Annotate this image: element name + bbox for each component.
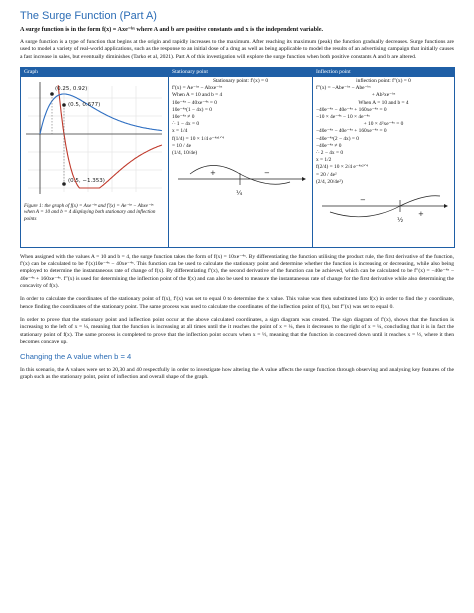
sign-value-stationary: ¼ (236, 189, 243, 198)
page-title: The Surge Function (Part A) (20, 10, 157, 22)
header-stationary: Stationary point (169, 67, 313, 76)
step: −10 × 4e⁻⁴ˣ − 10 × 4e⁻⁴ˣ (316, 113, 370, 120)
curve-f (40, 94, 162, 134)
sign-diagram-fdoubleprime (316, 186, 450, 226)
step: When A = 10 and b = 4 (358, 99, 409, 106)
step: x = 1/4 (172, 128, 188, 135)
inflection-cell (313, 76, 455, 247)
header-graph: Graph (21, 67, 169, 76)
point-min-fprime (62, 182, 66, 186)
label-inflection: (0.5, 0.677) (68, 101, 101, 108)
document-page (20, 10, 454, 388)
svg-text:−: − (264, 169, 270, 178)
step: f″(x) = −Abe⁻ᵇˣ − Abe⁻ᵇˣ (316, 85, 371, 92)
step: = 20 / 4e² (316, 171, 337, 178)
step: 10e⁻⁴ˣ(1 − 4x) = 0 (172, 106, 212, 113)
figure-caption: Figure 1: the graph of f(x) = Axe⁻ᵇˣ and f′(x) = Ae⁻ᵇˣ − Abxe⁻ᵇˣ when A = 10 and b = 4 displaying both stationary and inflection points (24, 202, 156, 222)
stationary-cell (169, 76, 313, 247)
step: −40e⁻⁴ˣ ≠ 0 (316, 142, 342, 149)
step: x = 1/2 (316, 157, 332, 164)
label-stationary: (0.25, 0.92) (55, 85, 88, 92)
point-stationary (50, 92, 54, 96)
step: −40e⁻⁴ˣ(2 − 4x) = 0 (316, 135, 359, 142)
step: −40e⁻⁴ˣ − 40e⁻⁴ˣ + 160xe⁻⁴ˣ = 0 (316, 128, 387, 135)
calculation-table (20, 67, 455, 248)
step: + 10 × 4²xe⁻⁴ˣ = 0 (363, 121, 404, 128)
paragraph-coordinates: In order to calculate the coordinates of the stationary point of f(x), f′(x) was set to equal 0 to determine the x value. This value was then substituted into f(x) in order to find the y coordinate, hence finding the coordinates of the stationary point. The same process was used to calculate the coordinates of the inflection point of f(x), but f″(x) was set to equal 0. (20, 296, 454, 310)
step: f′(x) = Ae⁻ᵇˣ − Abxe⁻ᵇˣ (172, 85, 223, 92)
step: 10e⁻⁴ˣ ≠ 0 (172, 113, 195, 120)
paragraph-a-values: In this scenario, the A values were set to 20,30 and 40 respectfully in order to investigate how altering the A value affects the surge function through observing and analysing key features of the graph such as the stationary point, point of inflection and overall shape of the graph. (20, 367, 454, 381)
step: ∴ 2 − 4x = 0 (316, 149, 344, 156)
curve-fprime (58, 85, 162, 188)
section-heading: Changing the A value when b = 4 (20, 352, 132, 362)
surge-graph (24, 78, 164, 196)
stationary-steps (172, 78, 309, 157)
step: + Ab²xe⁻ᵇˣ (371, 92, 396, 99)
intro-paragraph: A surge function is a type of function that begins at the origin and rapidly increases to the maximum. After reaching its maximum (peak) the function gradually decreases. Surge functions are used to model a variety of real-world applications, such as the response to an initial dose of a drug as well as being applicable to model the results of an advertising campaign that initially causes a fast increase in sales, but eventually diminishes (Tarko et al, 2021). Part A of this investigation will explore the surge function when both positive constants A and b are altered. (20, 39, 454, 60)
paragraph-derivatives: When assigned with the values A = 10 and b = 4, the surge function takes the form of f(x) = 10xe⁻⁴ˣ. By differentiating the function utilising the product rule, the first derivative of the function, f′(x) can be calculated to be f′(x)10e⁻⁴ˣ − 40xe⁻⁴ˣ. This function can be used to calculate the stationary point and determine whether the function is increasing or decreasing, while also being employed to determine the instantaneous rate of change of f(x). By differentiating f′(x), the second derivative of the function can be achieved, which can be calculated to be f″(x) = −40e⁻⁴ˣ − 40e⁻⁴ˣ + 160xe⁻⁴ˣ. f″(x) is used for determining the inflection point of the f(x) and can also be used to measure the instantaneous rate of change for the first derivative while also determining the concavity of f(x). (20, 253, 454, 290)
svg-text:+: + (210, 169, 216, 178)
point-inflection (62, 103, 66, 107)
sign-value-inflection: ½ (397, 215, 404, 224)
paragraph-sign-diagram: In order to prove that the stationary point and inflection point occur at the above calculated coordinates, a sign diagram was created. The sign diagram of f′(x), shows that the function is increasing to the left of x = ¼, meaning that the function is increasing at all times until the it reaches the point of x = ¼, then it decreases to the right of x = ¼, concluding that it is in fact the stationary point of f(x). The same process is completed to prove that the inflection point occurs when x = ½, meaning that the function in concaved down until it reaches x = ½, where it then becomes concave up. (20, 316, 454, 345)
lead-statement: A surge function is in the form f(x) = Axe⁻ᵇˣ where A and b are positive constants and x is the independent variable. (20, 26, 324, 33)
step: ∴ 1 − 4x = 0 (172, 121, 200, 128)
inflection-steps (316, 78, 451, 186)
step: f(1/4) = 10 × 1/4 e⁻⁴ˣ¹ᐟ⁴ (172, 135, 224, 142)
step: = 10 / 4e (172, 142, 192, 149)
step: (1/4, 10/4e) (172, 149, 198, 156)
step: −40e⁻⁴ˣ − 40e⁻⁴ˣ + 160xe⁻⁴ˣ = 0 (316, 106, 387, 113)
svg-text:−: − (360, 195, 366, 204)
step: Stationary point: f′(x) = 0 (212, 77, 269, 84)
label-min: (0.5, −1.353) (68, 177, 105, 184)
sign-diagram-fprime (172, 157, 308, 199)
svg-text:+: + (418, 209, 424, 218)
header-inflection: Inflection point (313, 67, 455, 76)
graph-cell (21, 76, 169, 247)
step: When A = 10 and b = 4 (172, 92, 223, 99)
step: 10e⁻⁴ˣ − 40xe⁻⁴ˣ = 0 (172, 99, 217, 106)
step: (2/4, 20/4e²) (316, 178, 343, 185)
step: inflection point: f″(x) = 0 (356, 77, 411, 84)
step: f(2/4) = 10 × 2/4 e⁻⁴ˣ²ᐟ⁴ (316, 164, 368, 171)
